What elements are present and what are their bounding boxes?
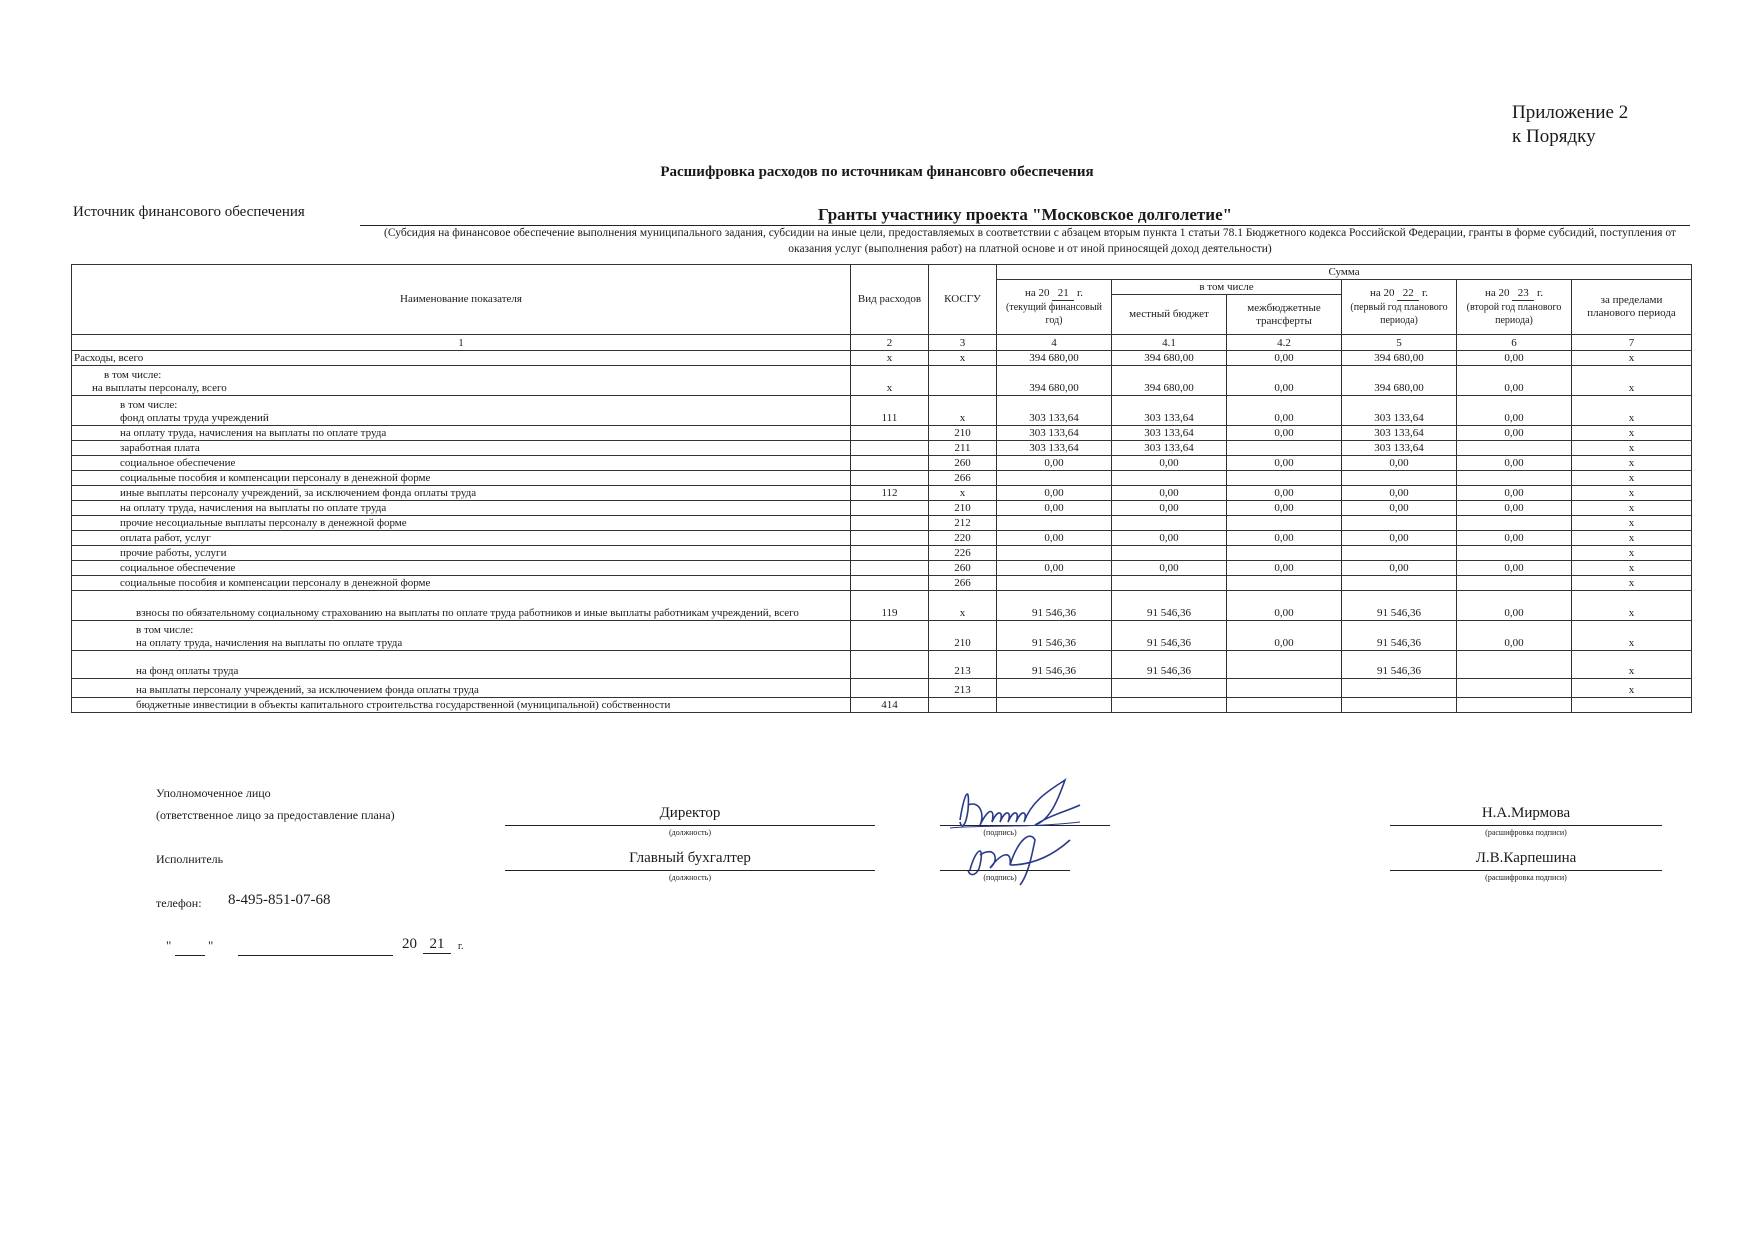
- cell-beyond: x: [1572, 426, 1692, 441]
- header-year-2-suffix: г.: [1422, 287, 1429, 299]
- table-row: [72, 561, 1692, 576]
- cell-y3: [1457, 471, 1572, 486]
- row-name-cell: [72, 441, 851, 456]
- row-name-cell: [72, 486, 851, 501]
- cell-beyond: x: [1572, 679, 1692, 698]
- header-vid: Вид расходов: [851, 265, 929, 335]
- authorized-note: (ответственное лицо за предоставление плана): [156, 808, 395, 822]
- cell-y2: 0,00: [1342, 486, 1457, 501]
- row-name: взносы по обязательному социальному страхованию на выплаты по оплате труда работников и иные выплаты работникам учреждений, всего: [136, 607, 799, 619]
- row-name-cell: [72, 561, 851, 576]
- date-quote-close: ": [208, 938, 214, 953]
- row-name: социальные пособия и компенсации персоналу в денежной форме: [120, 577, 431, 589]
- date-suffix: г.: [458, 941, 464, 952]
- date-day-line: [175, 955, 205, 956]
- cell-vid: x: [851, 351, 929, 366]
- cell-vid: [851, 501, 929, 516]
- header-year-3-note: (второй год планового периода): [1466, 302, 1562, 326]
- cell-mbt: 0,00: [1227, 456, 1342, 471]
- cell-mbt: [1227, 441, 1342, 456]
- cell-y3: [1457, 576, 1572, 591]
- row-name-cell: [72, 396, 851, 426]
- position-director: Директор: [659, 805, 721, 821]
- cell-kosgu: 220: [929, 531, 997, 546]
- header-year-2: [1342, 280, 1457, 335]
- row-name: на выплаты персоналу учреждений, за исключением фонда оплаты труда: [136, 684, 479, 696]
- table-row: [72, 679, 1692, 698]
- cell-beyond: x: [1572, 456, 1692, 471]
- header-year-3: [1457, 280, 1572, 335]
- cell-y2: [1342, 516, 1457, 531]
- cell-beyond: x: [1572, 591, 1692, 621]
- cell-kosgu: x: [929, 351, 997, 366]
- cell-beyond: x: [1572, 441, 1692, 456]
- cell-y2: [1342, 471, 1457, 486]
- row-name: фонд оплаты труда учреждений: [120, 412, 269, 424]
- cell-local: [1112, 516, 1227, 531]
- cell-mbt: [1227, 651, 1342, 679]
- cell-mbt: 0,00: [1227, 531, 1342, 546]
- cell-beyond: x: [1572, 486, 1692, 501]
- date-year-value: 21: [423, 936, 451, 954]
- cell-beyond: x: [1572, 396, 1692, 426]
- table-row: [72, 426, 1692, 441]
- name-director: Н.А.Мирмова: [1481, 805, 1571, 821]
- cell-y2: 0,00: [1342, 561, 1457, 576]
- cell-beyond: x: [1572, 516, 1692, 531]
- cell-y2: 91 546,36: [1342, 621, 1457, 651]
- cell-y1: 0,00: [997, 486, 1112, 501]
- row-name-cell: [72, 456, 851, 471]
- row-prefix: в том числе:: [136, 624, 194, 636]
- row-name: оплата работ, услуг: [120, 532, 211, 544]
- cell-local: [1112, 698, 1227, 713]
- phone-value: 8-495-851-07-68: [228, 892, 331, 908]
- cell-vid: [851, 621, 929, 651]
- cell-kosgu: 266: [929, 576, 997, 591]
- cell-y3: 0,00: [1457, 456, 1572, 471]
- cell-local: 303 133,64: [1112, 396, 1227, 426]
- cell-y1: 91 546,36: [997, 621, 1112, 651]
- cell-mbt: 0,00: [1227, 621, 1342, 651]
- expenses-table: [71, 264, 1692, 713]
- cell-y1: 0,00: [997, 531, 1112, 546]
- cell-beyond: x: [1572, 546, 1692, 561]
- header-beyond: за пределами планового периода: [1572, 280, 1692, 335]
- header-year-3-value: 23: [1512, 287, 1534, 301]
- cell-y3: 0,00: [1457, 561, 1572, 576]
- cell-vid: [851, 456, 929, 471]
- row-name: прочие несоциальные выплаты персоналу в денежной форме: [120, 517, 407, 529]
- cell-y1: [997, 516, 1112, 531]
- row-name: на фонд оплаты труда: [136, 665, 239, 677]
- table-row: [72, 531, 1692, 546]
- name-line-2: [1390, 870, 1662, 871]
- cell-y2: 394 680,00: [1342, 351, 1457, 366]
- cell-mbt: 0,00: [1227, 591, 1342, 621]
- header-name: Наименование показателя: [72, 265, 851, 335]
- cell-kosgu: 210: [929, 426, 997, 441]
- cell-mbt: 0,00: [1227, 501, 1342, 516]
- row-prefix: в том числе:: [104, 369, 162, 381]
- date-month-line: [238, 955, 393, 956]
- cell-mbt: [1227, 471, 1342, 486]
- header-year-1: [997, 280, 1112, 335]
- cell-y2: 303 133,64: [1342, 396, 1457, 426]
- position-caption-1: (должность): [669, 828, 711, 837]
- column-number: 1: [72, 335, 851, 351]
- cell-mbt: [1227, 698, 1342, 713]
- cell-kosgu: 210: [929, 621, 997, 651]
- cell-local: 91 546,36: [1112, 591, 1227, 621]
- handwritten-signatures: [940, 770, 1140, 890]
- cell-y2: [1342, 546, 1457, 561]
- cell-local: 303 133,64: [1112, 441, 1227, 456]
- date-year-prefix: 20: [402, 936, 417, 952]
- header-year-2-value: 22: [1397, 287, 1419, 301]
- cell-vid: 414: [851, 698, 929, 713]
- cell-vid: [851, 651, 929, 679]
- row-name-cell: [72, 698, 851, 713]
- row-name: на оплату труда, начисления на выплаты по оплате труда: [120, 502, 387, 514]
- header-interbudget: межбюджетные трансферты: [1227, 295, 1342, 335]
- cell-y1: 303 133,64: [997, 396, 1112, 426]
- cell-y1: 0,00: [997, 561, 1112, 576]
- cell-local: 91 546,36: [1112, 621, 1227, 651]
- row-name: иные выплаты персоналу учреждений, за исключением фонда оплаты труда: [120, 487, 477, 499]
- signature-caption-1: (подпись): [983, 828, 1017, 837]
- row-name: на оплату труда, начисления на выплаты по оплате труда: [120, 427, 387, 439]
- cell-local: 0,00: [1112, 531, 1227, 546]
- cell-mbt: [1227, 546, 1342, 561]
- cell-mbt: 0,00: [1227, 426, 1342, 441]
- cell-vid: [851, 576, 929, 591]
- cell-vid: 119: [851, 591, 929, 621]
- cell-kosgu: 213: [929, 679, 997, 698]
- table-row: [72, 441, 1692, 456]
- row-name-cell: [72, 531, 851, 546]
- cell-y2: [1342, 576, 1457, 591]
- row-name: социальные пособия и компенсации персоналу в денежной форме: [120, 472, 431, 484]
- cell-mbt: [1227, 679, 1342, 698]
- cell-kosgu: 210: [929, 501, 997, 516]
- cell-local: 394 680,00: [1112, 366, 1227, 396]
- column-number: 4.1: [1112, 335, 1227, 351]
- column-number-row: [72, 335, 1692, 351]
- cell-y1: 303 133,64: [997, 441, 1112, 456]
- header-year-2-prefix: на 20: [1369, 287, 1395, 299]
- row-name-cell: [72, 576, 851, 591]
- cell-y1: 303 133,64: [997, 426, 1112, 441]
- cell-y3: [1457, 441, 1572, 456]
- cell-y3: [1457, 516, 1572, 531]
- position-line-1: [505, 825, 875, 826]
- cell-y3: [1457, 651, 1572, 679]
- cell-vid: [851, 516, 929, 531]
- row-name-cell: [72, 679, 851, 698]
- table-body: [72, 351, 1692, 713]
- row-name-cell: [72, 591, 851, 621]
- cell-beyond: x: [1572, 501, 1692, 516]
- cell-mbt: 0,00: [1227, 366, 1342, 396]
- cell-y3: 0,00: [1457, 426, 1572, 441]
- cell-vid: [851, 471, 929, 486]
- cell-kosgu: x: [929, 486, 997, 501]
- cell-y1: [997, 679, 1112, 698]
- cell-local: 91 546,36: [1112, 651, 1227, 679]
- cell-local: 394 680,00: [1112, 351, 1227, 366]
- row-name-cell: [72, 546, 851, 561]
- row-name: социальное обеспечение: [120, 457, 236, 469]
- cell-vid: 111: [851, 396, 929, 426]
- cell-y1: 91 546,36: [997, 651, 1112, 679]
- authorized-label: Уполномоченное лицо: [156, 786, 271, 800]
- cell-mbt: 0,00: [1227, 396, 1342, 426]
- cell-y3: 0,00: [1457, 486, 1572, 501]
- header-year-1-prefix: на 20: [1024, 287, 1050, 299]
- cell-y3: [1457, 679, 1572, 698]
- header-incl: в том числе: [1112, 280, 1342, 295]
- row-name: на выплаты персоналу, всего: [92, 382, 227, 394]
- row-prefix: в том числе:: [120, 399, 178, 411]
- column-number: 7: [1572, 335, 1692, 351]
- cell-y3: 0,00: [1457, 531, 1572, 546]
- cell-y1: [997, 698, 1112, 713]
- cell-y2: 0,00: [1342, 501, 1457, 516]
- signature-caption-2: (подпись): [983, 873, 1017, 882]
- cell-y2: 303 133,64: [1342, 441, 1457, 456]
- header-summa: Сумма: [997, 265, 1692, 280]
- row-name: Расходы, всего: [74, 352, 144, 364]
- header-kosgu: КОСГУ: [929, 265, 997, 335]
- date-quote-open: ": [166, 938, 172, 953]
- table-row: [72, 651, 1692, 679]
- cell-vid: [851, 561, 929, 576]
- cell-beyond: x: [1572, 576, 1692, 591]
- row-name-cell: [72, 471, 851, 486]
- header-year-1-note: (текущий финансовый год): [1006, 302, 1102, 326]
- cell-y1: [997, 576, 1112, 591]
- document-title: Расшифровка расходов по источникам финансовго обеспечения: [660, 164, 1094, 180]
- cell-local: 0,00: [1112, 561, 1227, 576]
- table-row: [72, 501, 1692, 516]
- cell-local: [1112, 471, 1227, 486]
- cell-local: 0,00: [1112, 486, 1227, 501]
- column-number: 5: [1342, 335, 1457, 351]
- table-row: [72, 576, 1692, 591]
- row-name-cell: [72, 516, 851, 531]
- row-name: социальное обеспечение: [120, 562, 236, 574]
- table-row: [72, 698, 1692, 713]
- cell-beyond: x: [1572, 351, 1692, 366]
- cell-kosgu: x: [929, 591, 997, 621]
- table-row: [72, 366, 1692, 396]
- cell-y1: 0,00: [997, 501, 1112, 516]
- cell-kosgu: 266: [929, 471, 997, 486]
- cell-kosgu: [929, 366, 997, 396]
- cell-y2: [1342, 679, 1457, 698]
- row-name: на оплату труда, начисления на выплаты по оплате труда: [136, 637, 403, 649]
- cell-y2: 0,00: [1342, 456, 1457, 471]
- cell-kosgu: 211: [929, 441, 997, 456]
- cell-beyond: [1572, 698, 1692, 713]
- cell-vid: [851, 679, 929, 698]
- table-row: [72, 351, 1692, 366]
- cell-y3: 0,00: [1457, 396, 1572, 426]
- position-caption-2: (должность): [669, 873, 711, 882]
- appendix-line-1: Приложение 2: [1512, 102, 1629, 123]
- row-name-cell: [72, 651, 851, 679]
- cell-kosgu: 260: [929, 456, 997, 471]
- table-row: [72, 471, 1692, 486]
- cell-kosgu: x: [929, 396, 997, 426]
- table-row: [72, 456, 1692, 471]
- cell-y2: [1342, 698, 1457, 713]
- row-name-cell: [72, 501, 851, 516]
- cell-y3: 0,00: [1457, 591, 1572, 621]
- name-accountant: Л.В.Карпешина: [1475, 850, 1577, 866]
- table-row: [72, 621, 1692, 651]
- cell-y1: [997, 546, 1112, 561]
- source-label: Источник финансового обеспечения: [73, 204, 305, 220]
- position-accountant: Главный бухгалтер: [629, 850, 751, 866]
- cell-y3: 0,00: [1457, 501, 1572, 516]
- cell-beyond: x: [1572, 366, 1692, 396]
- cell-local: [1112, 576, 1227, 591]
- row-name-cell: [72, 426, 851, 441]
- cell-kosgu: 212: [929, 516, 997, 531]
- header-local-budget: местный бюджет: [1112, 295, 1227, 335]
- cell-vid: x: [851, 366, 929, 396]
- cell-local: [1112, 679, 1227, 698]
- cell-y3: 0,00: [1457, 621, 1572, 651]
- column-number: 4.2: [1227, 335, 1342, 351]
- cell-beyond: x: [1572, 621, 1692, 651]
- table-row: [72, 516, 1692, 531]
- row-name: бюджетные инвестиции в объекты капитального строительства государственной (муниципальной) собственности: [136, 699, 671, 711]
- column-number: 6: [1457, 335, 1572, 351]
- cell-vid: [851, 441, 929, 456]
- cell-y3: 0,00: [1457, 366, 1572, 396]
- cell-mbt: [1227, 576, 1342, 591]
- header-year-1-suffix: г.: [1077, 287, 1084, 299]
- cell-y2: 91 546,36: [1342, 591, 1457, 621]
- cell-y1: [997, 471, 1112, 486]
- cell-local: 0,00: [1112, 501, 1227, 516]
- cell-y1: 394 680,00: [997, 351, 1112, 366]
- cell-local: 0,00: [1112, 456, 1227, 471]
- column-number: 2: [851, 335, 929, 351]
- cell-y1: 91 546,36: [997, 591, 1112, 621]
- decoding-caption-1: (расшифровка подписи): [1485, 828, 1567, 837]
- cell-vid: [851, 426, 929, 441]
- cell-vid: [851, 546, 929, 561]
- appendix-label: [1512, 101, 1628, 149]
- position-line-2: [505, 870, 875, 871]
- source-note: (Субсидия на финансовое обеспечение выполнения муниципального задания, субсидии на иные цели, предоставляемых в соответствии с абзацем вторым пункта 1 статьи 78.1 Бюджетного кодекса Российской Федерации, гранты в форме субсидий, поступления от оказания услуг (выполнения работ) на платной основе и от иной приносящей доход деятельности): [384, 227, 1676, 255]
- row-name-cell: [72, 351, 851, 366]
- source-value: Гранты участнику проекта "Московское долголетие": [817, 205, 1233, 224]
- header-year-3-prefix: на 20: [1484, 287, 1510, 299]
- cell-vid: 112: [851, 486, 929, 501]
- cell-mbt: [1227, 516, 1342, 531]
- executor-label: Исполнитель: [156, 852, 224, 866]
- cell-kosgu: 213: [929, 651, 997, 679]
- row-name-cell: [72, 621, 851, 651]
- cell-vid: [851, 531, 929, 546]
- cell-y3: 0,00: [1457, 351, 1572, 366]
- cell-kosgu: 226: [929, 546, 997, 561]
- table-row: [72, 546, 1692, 561]
- cell-mbt: 0,00: [1227, 351, 1342, 366]
- cell-local: [1112, 546, 1227, 561]
- table-row: [72, 591, 1692, 621]
- cell-y2: 0,00: [1342, 531, 1457, 546]
- cell-y2: 303 133,64: [1342, 426, 1457, 441]
- column-number: 3: [929, 335, 997, 351]
- header-year-1-value: 21: [1052, 287, 1074, 301]
- column-number: 4: [997, 335, 1112, 351]
- header-year-3-suffix: г.: [1537, 287, 1544, 299]
- cell-beyond: x: [1572, 471, 1692, 486]
- cell-mbt: 0,00: [1227, 561, 1342, 576]
- cell-mbt: 0,00: [1227, 486, 1342, 501]
- decoding-caption-2: (расшифровка подписи): [1485, 873, 1567, 882]
- cell-local: 303 133,64: [1112, 426, 1227, 441]
- cell-y1: 394 680,00: [997, 366, 1112, 396]
- header-year-2-note: (первый год планового периода): [1350, 302, 1448, 326]
- cell-y2: 394 680,00: [1342, 366, 1457, 396]
- cell-y3: [1457, 546, 1572, 561]
- cell-kosgu: [929, 698, 997, 713]
- name-line-1: [1390, 825, 1662, 826]
- table-row: [72, 396, 1692, 426]
- cell-beyond: x: [1572, 651, 1692, 679]
- cell-y2: 91 546,36: [1342, 651, 1457, 679]
- cell-beyond: x: [1572, 531, 1692, 546]
- appendix-line-2: к Порядку: [1512, 126, 1596, 147]
- table-row: [72, 486, 1692, 501]
- row-name: заработная плата: [120, 442, 200, 454]
- cell-y1: 0,00: [997, 456, 1112, 471]
- phone-label: телефон:: [156, 896, 202, 910]
- row-name-cell: [72, 366, 851, 396]
- cell-beyond: x: [1572, 561, 1692, 576]
- row-name: прочие работы, услуги: [120, 547, 227, 559]
- cell-kosgu: 260: [929, 561, 997, 576]
- signature-line-2: [940, 870, 1070, 871]
- cell-y3: [1457, 698, 1572, 713]
